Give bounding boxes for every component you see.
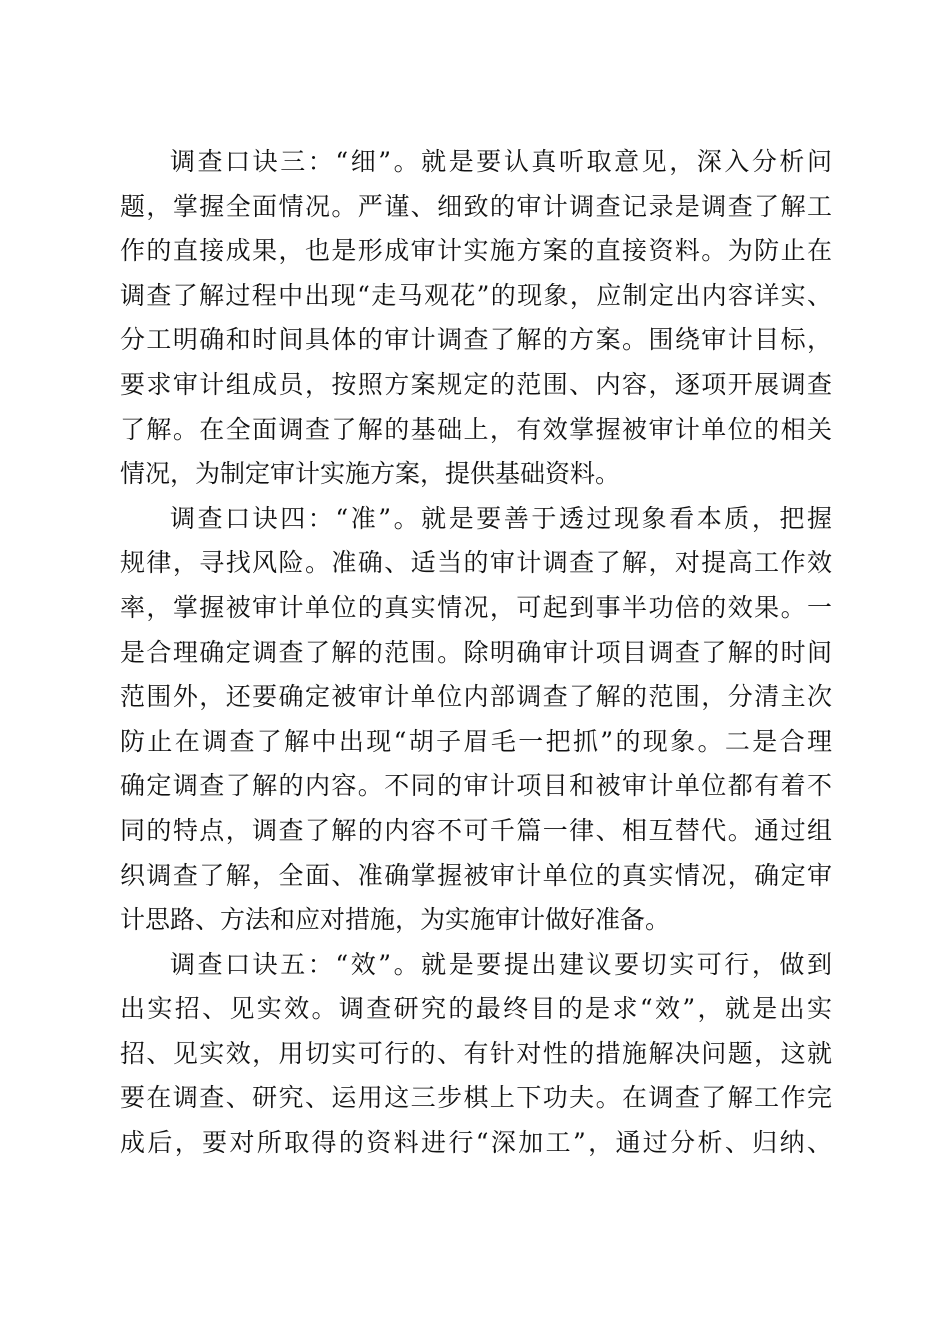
text-line: 成后，要对所取得的资料进行“深加工”，通过分析、归纳、: [120, 1128, 832, 1158]
text-line: 是合理确定调查了解的范围。除明确审计项目调查了解的时间: [120, 637, 832, 667]
text-line: 题，掌握全面情况。严谨、细致的审计调查记录是调查了解工: [120, 191, 832, 221]
text-line: 同的特点，调查了解的内容不可千篇一律、相互替代。通过组: [120, 815, 832, 845]
text-line: 范围外，还要确定被审计单位内部调查了解的范围，分清主次: [120, 682, 832, 712]
text-line: 作的直接成果，也是形成审计实施方案的直接资料。为防止在: [120, 236, 832, 266]
text-line: 要求审计组成员，按照方案规定的范围、内容，逐项开展调查: [120, 369, 832, 399]
text-line: 调查口诀三：“细”。就是要认真听取意见，深入分析问: [170, 147, 832, 176]
text-line: 率，掌握被审计单位的真实情况，可起到事半功倍的效果。一: [120, 592, 832, 622]
text-line: 情况，为制定审计实施方案，提供基础资料。: [120, 459, 621, 489]
text-line: 调查了解过程中出现“走马观花”的现象，应制定出内容详实、: [120, 280, 832, 310]
text-line: 出实招、见实效。调查研究的最终目的是求“效”，就是出实: [120, 994, 832, 1024]
paragraph-1: [120, 140, 832, 497]
document-body: [120, 140, 832, 1166]
text-line: 调查口诀四：“准”。就是要善于透过现象看本质，把握: [170, 503, 832, 533]
paragraph-3: [120, 943, 832, 1166]
text-line: 分工明确和时间具体的审计调查了解的方案。围绕审计目标，: [120, 325, 832, 355]
text-line: 要在调查、研究、运用这三步棋上下功夫。在调查了解工作完: [120, 1083, 832, 1113]
text-line: 确定调查了解的内容。不同的审计项目和被审计单位都有着不: [120, 771, 832, 801]
text-line: 招、见实效，用切实可行的、有针对性的措施解决问题，这就: [120, 1038, 832, 1068]
text-line: 计思路、方法和应对措施，为实施审计做好准备。: [120, 905, 671, 935]
text-line: 调查口诀五：“效”。就是要提出建议要切实可行，做到: [170, 949, 832, 979]
text-line: 织调查了解，全面、准确掌握被审计单位的真实情况，确定审: [120, 860, 832, 890]
paragraph-2: [120, 497, 832, 943]
text-line: 防止在调查了解中出现“胡子眉毛一把抓”的现象。二是合理: [120, 726, 832, 756]
text-line: 规律，寻找风险。准确、适当的审计调查了解，对提高工作效: [120, 548, 832, 578]
text-line: 了解。在全面调查了解的基础上，有效掌握被审计单位的相关: [120, 414, 832, 444]
